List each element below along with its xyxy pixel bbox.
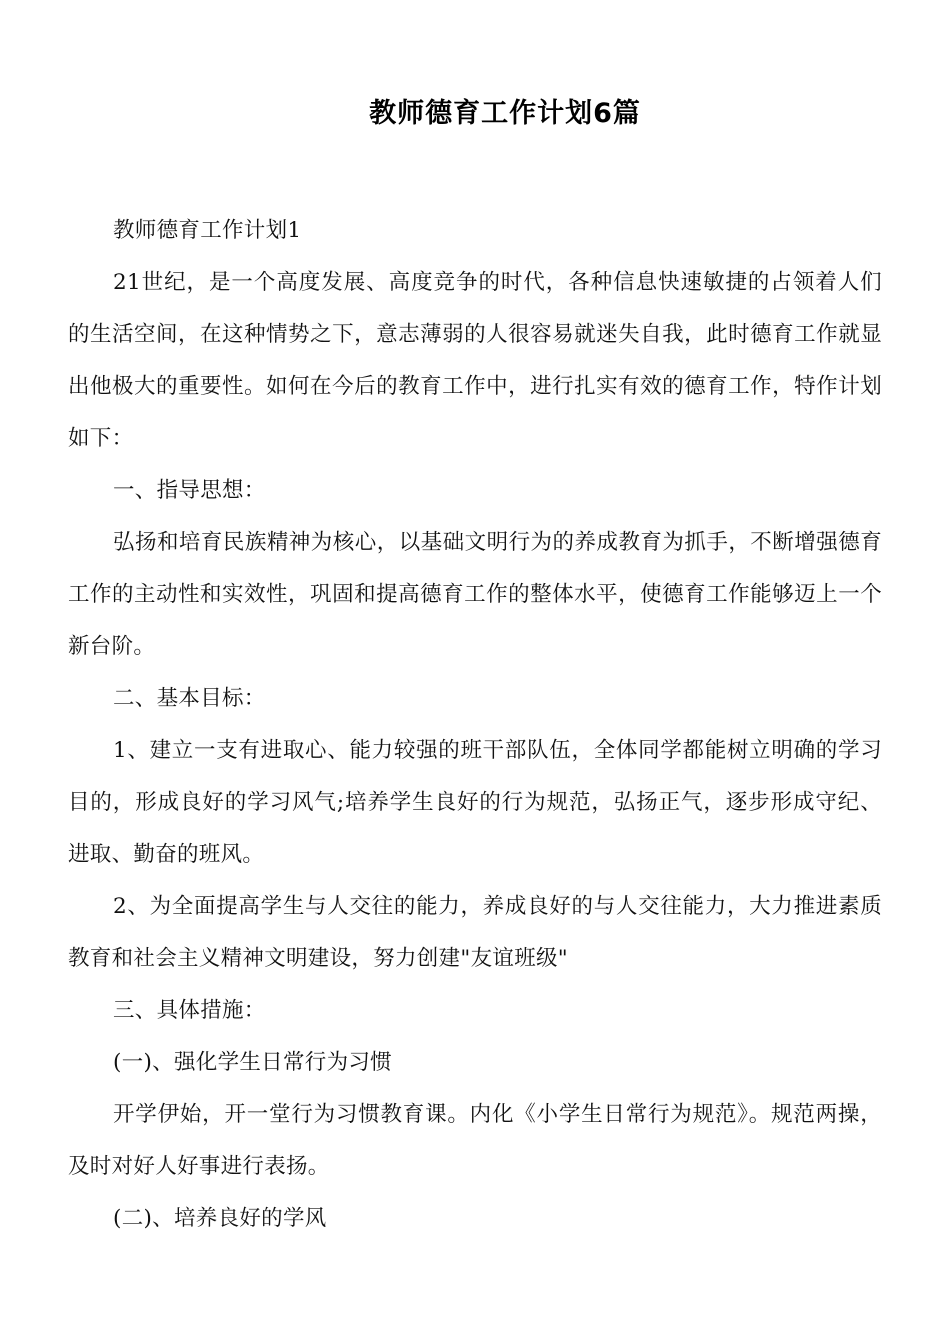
paragraph-goal-1: 1、建立一支有进取心、能力较强的班干部队伍，全体同学都能树立明确的学习目的，形成良好的学习风气;培养学生良好的行为规范，弘扬正气，逐步形成守纪、进取、勤奋的班风。 xyxy=(68,738,882,867)
heading-guiding-ideology: 一、指导思想： xyxy=(113,478,266,503)
subheading-measure-1: (一)、强化学生日常行为习惯 xyxy=(113,1050,392,1075)
document-body xyxy=(68,205,882,1245)
paragraph-measure-1: 开学伊始，开一堂行为习惯教育课。内化《小学生日常行为规范》。规范两操，及时对好人好事进行表扬。 xyxy=(68,1102,882,1179)
paragraph-goal-2: 2、为全面提高学生与人交往的能力，养成良好的与人交往能力，大力推进素质教育和社会主义精神文明建设，努力创建"友谊班级" xyxy=(68,894,882,971)
section-heading: 教师德育工作计划1 xyxy=(113,218,302,243)
intro-paragraph: 21世纪，是一个高度发展、高度竞争的时代，各种信息快速敏捷的占领着人们的生活空间，在这种情势之下，意志薄弱的人很容易就迷失自我，此时德育工作就显出他极大的重要性。如何在今后的教育工作中，进行扎实有效的德育工作，特作计划如下： xyxy=(68,270,882,451)
subheading-measure-2: (二)、培养良好的学风 xyxy=(113,1206,327,1231)
heading-specific-measures: 三、具体措施： xyxy=(113,998,266,1023)
heading-basic-goals: 二、基本目标： xyxy=(113,686,266,711)
document-title: 教师德育工作计划6篇 xyxy=(369,98,641,129)
paragraph-guiding-ideology: 弘扬和培育民族精神为核心，以基础文明行为的养成教育为抓手，不断增强德育工作的主动性和实效性，巩固和提高德育工作的整体水平，使德育工作能够迈上一个新台阶。 xyxy=(68,530,882,659)
